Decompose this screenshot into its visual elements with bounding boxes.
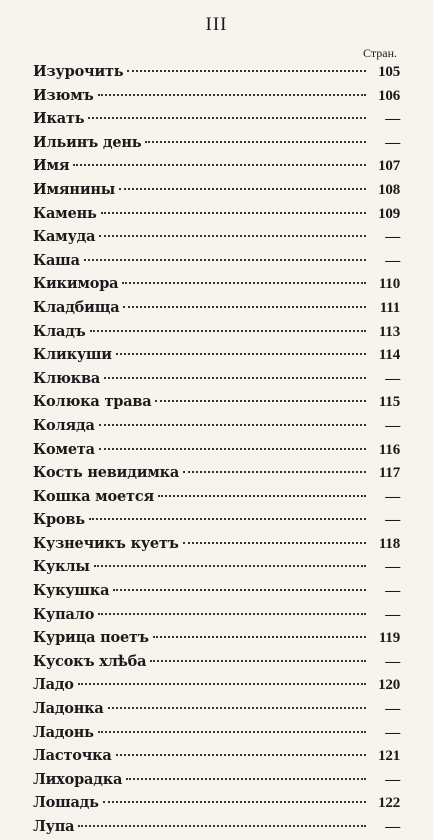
dot-leader <box>78 683 366 685</box>
dot-leader <box>101 212 366 214</box>
index-entry <box>33 461 400 485</box>
index-entry <box>33 791 400 815</box>
entry-page: 115 <box>378 394 400 411</box>
entry-page: 116 <box>378 441 400 458</box>
entry-term: Ладо <box>33 676 74 694</box>
dot-leader <box>78 825 366 827</box>
entry-page: 113 <box>378 323 400 340</box>
entry-term: Каша <box>33 251 80 269</box>
index-entry <box>33 532 400 556</box>
entry-term: Изурочить <box>33 63 124 80</box>
index-entry <box>33 272 400 296</box>
dot-leader <box>145 141 366 143</box>
index-entry <box>33 202 400 226</box>
entry-page: 114 <box>378 347 400 364</box>
entry-term: Кикимора <box>33 275 119 293</box>
entry-term: Кукушка <box>33 582 110 600</box>
entry-term: Комета <box>33 440 95 458</box>
dot-leader <box>99 424 366 426</box>
entry-term: Куклы <box>33 558 90 576</box>
dot-leader <box>108 707 366 709</box>
index-entry <box>33 343 400 367</box>
entry-term: Ладонь <box>33 723 94 741</box>
dot-leader <box>90 330 366 332</box>
entry-term: Кладъ <box>33 322 86 340</box>
entry-term: Имянины <box>33 180 116 198</box>
entry-page: 107 <box>378 158 400 175</box>
index-entry <box>33 225 400 249</box>
dot-leader <box>119 188 366 190</box>
index-entry <box>33 414 400 438</box>
dot-leader <box>127 70 366 72</box>
index-entry <box>33 815 400 839</box>
entry-page: — <box>385 370 400 387</box>
entry-page: 108 <box>378 181 400 198</box>
entry-page: — <box>385 819 400 835</box>
entry-page: 111 <box>379 299 400 316</box>
entry-page: — <box>385 771 400 788</box>
entry-term: Кладбища <box>33 298 120 316</box>
entry-term: Лошадь <box>33 794 99 812</box>
entry-page: 117 <box>378 465 400 482</box>
entry-term: Кликуши <box>33 346 112 364</box>
entry-page: — <box>385 488 400 505</box>
dot-leader <box>183 471 366 473</box>
entry-term: Камуда <box>33 228 96 246</box>
dot-leader <box>99 448 366 450</box>
page-number: III <box>205 14 228 35</box>
entry-page: — <box>385 653 400 670</box>
entry-term: Имя <box>33 157 70 175</box>
index-list <box>33 60 400 839</box>
entry-term: Клюква <box>33 369 101 387</box>
entry-page: — <box>385 559 400 576</box>
dot-leader <box>183 542 366 544</box>
entry-term: Кошка моется <box>33 487 154 505</box>
entry-page: 110 <box>378 276 400 293</box>
index-entry <box>33 673 400 697</box>
entry-page: 109 <box>378 205 400 222</box>
dot-leader <box>113 589 366 591</box>
dot-leader <box>126 778 366 780</box>
entry-term: Икать <box>33 110 85 128</box>
dot-leader <box>99 235 366 237</box>
dot-leader <box>122 282 366 284</box>
entry-page: — <box>385 724 400 741</box>
index-entry <box>33 178 400 202</box>
index-entry <box>33 485 400 509</box>
entry-page: — <box>385 111 400 128</box>
entry-page: 122 <box>378 795 400 812</box>
index-entry <box>33 579 400 603</box>
entry-term: Ласточка <box>33 747 112 765</box>
index-entry <box>33 60 400 84</box>
entry-term: Курица поетъ <box>33 629 149 647</box>
dot-leader <box>103 801 366 803</box>
entry-page: 120 <box>378 677 400 694</box>
index-entry <box>33 296 400 320</box>
dot-leader <box>150 660 366 662</box>
entry-page: 106 <box>378 87 400 104</box>
index-entry <box>33 626 400 650</box>
entry-page: — <box>385 229 400 246</box>
entry-term: Кузнечикъ куетъ <box>33 534 179 552</box>
entry-page: — <box>385 583 400 600</box>
dot-leader <box>116 754 366 756</box>
entry-page: 121 <box>378 748 400 765</box>
index-entry <box>33 320 400 344</box>
index-entry <box>33 154 400 178</box>
entry-term: Лупа <box>33 818 75 835</box>
entry-term: Кусокъ хлѣба <box>33 652 147 670</box>
dot-leader <box>104 377 366 379</box>
entry-term: Кость невидимка <box>33 464 180 482</box>
entry-term: Купало <box>33 605 95 623</box>
index-entry <box>33 768 400 792</box>
index-entry <box>33 84 400 108</box>
entry-term: Колюка трава <box>33 393 152 411</box>
entry-page: 118 <box>378 535 400 552</box>
index-entry <box>33 367 400 391</box>
entry-term: Ильинъ день <box>33 133 142 151</box>
entry-page: — <box>385 134 400 151</box>
entry-page: — <box>385 606 400 623</box>
index-entry <box>33 508 400 532</box>
dot-leader <box>84 259 366 261</box>
index-entry <box>33 107 400 131</box>
dot-leader <box>98 731 366 733</box>
dot-leader <box>158 495 366 497</box>
index-entry <box>33 249 400 273</box>
index-entry <box>33 555 400 579</box>
index-entry <box>33 650 400 674</box>
entry-term: Лихорадка <box>33 770 123 788</box>
dot-leader <box>123 306 366 308</box>
entry-page: 119 <box>378 630 400 647</box>
entry-term: Изюмъ <box>33 86 94 104</box>
entry-page: 105 <box>378 64 400 80</box>
entry-page: — <box>385 417 400 434</box>
index-entry <box>33 131 400 155</box>
dot-leader <box>89 518 366 520</box>
page-column-header: Стран. <box>363 46 397 60</box>
dot-leader <box>94 565 366 567</box>
entry-page: — <box>385 701 400 718</box>
dot-leader <box>98 613 366 615</box>
index-entry <box>33 721 400 745</box>
entry-page: — <box>385 252 400 269</box>
entry-term: Ладонка <box>33 700 104 718</box>
index-entry <box>33 438 400 462</box>
dot-leader <box>88 117 366 119</box>
dot-leader <box>116 353 366 355</box>
dot-leader <box>98 94 366 96</box>
entry-term: Коляда <box>33 416 95 434</box>
index-entry <box>33 603 400 627</box>
entry-term: Кровь <box>33 511 85 529</box>
index-entry <box>33 744 400 768</box>
entry-page: — <box>385 512 400 529</box>
dot-leader <box>153 636 366 638</box>
dot-leader <box>73 164 366 166</box>
index-entry <box>33 697 400 721</box>
entry-term: Камень <box>33 204 97 222</box>
index-entry <box>33 390 400 414</box>
dot-leader <box>155 400 366 402</box>
